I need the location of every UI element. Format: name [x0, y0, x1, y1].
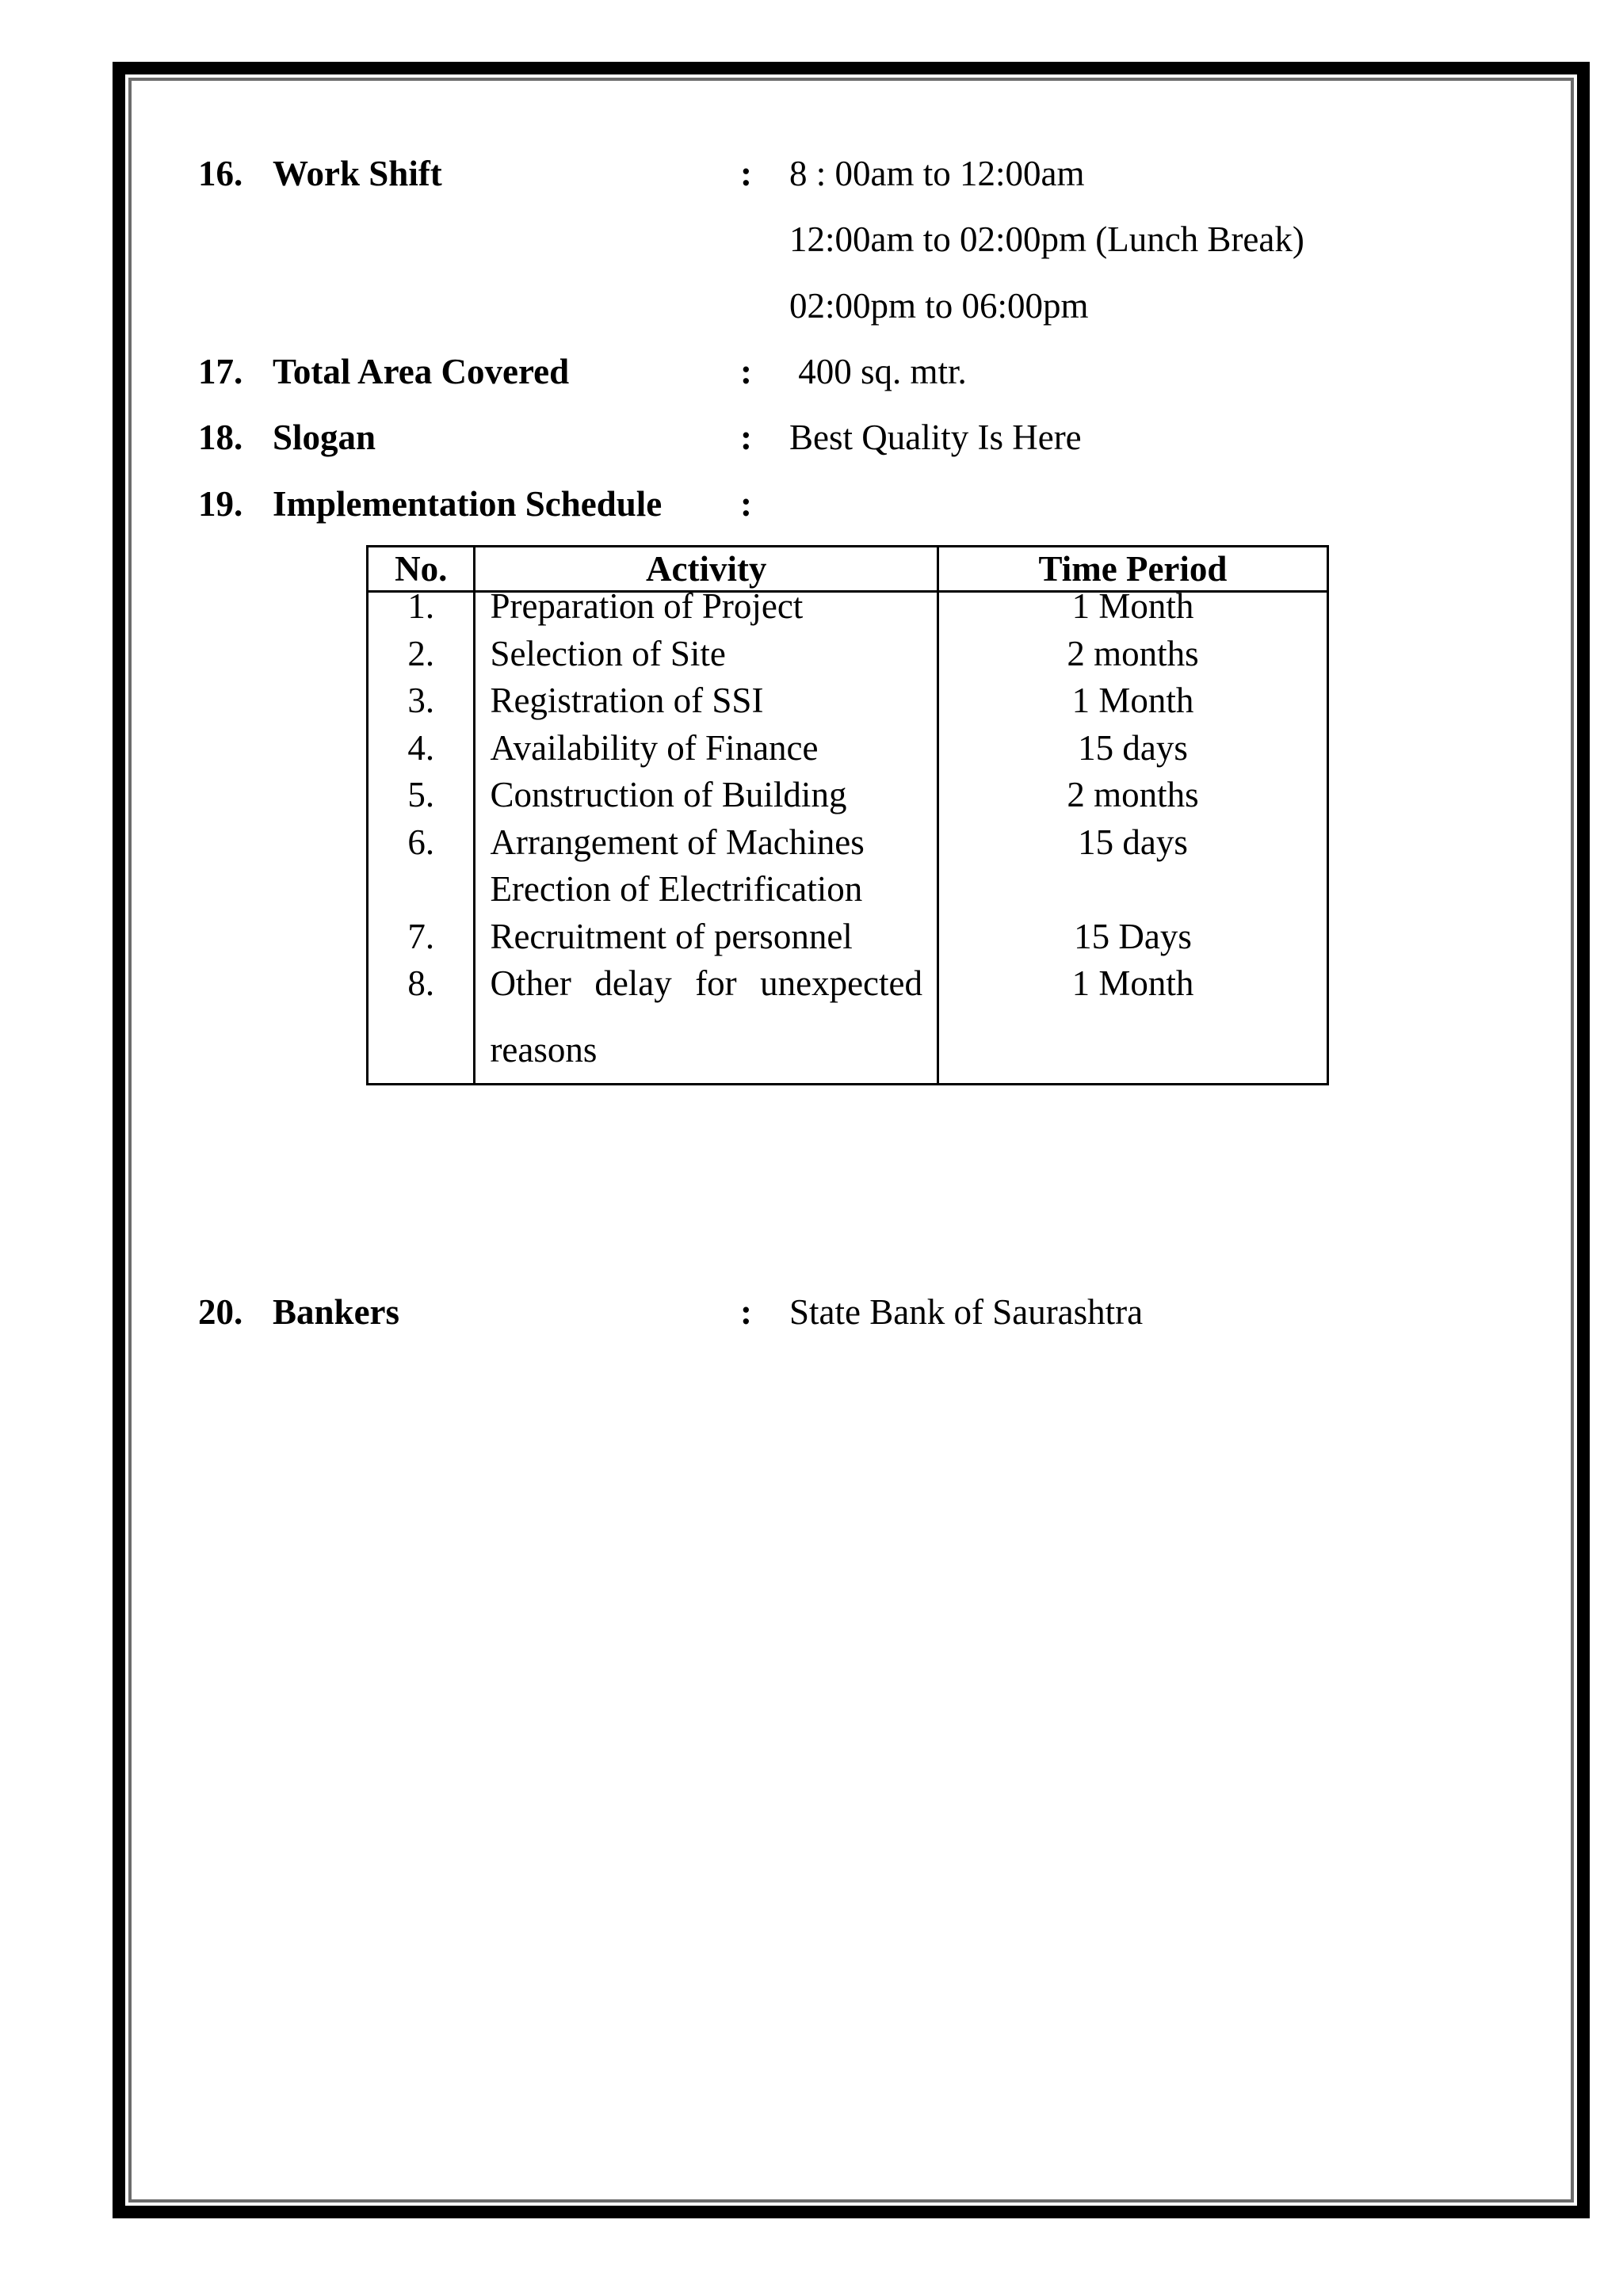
row-activity: Recruitment of personnel: [490, 916, 853, 956]
page-inner-border: [128, 78, 1574, 2203]
row-time-period: 15 days: [1078, 822, 1188, 862]
row-activity: Availability of Finance: [490, 727, 819, 768]
header-no: No.: [368, 547, 475, 592]
item-label: Slogan: [273, 418, 376, 457]
item-label: Total Area Covered: [273, 352, 570, 391]
row-number: 3.: [407, 681, 435, 720]
header-time-period: Time Period: [938, 547, 1328, 592]
item-value: State Bank of Saurashtra: [789, 1292, 1144, 1332]
implementation-schedule-table: [366, 545, 1329, 1085]
row-activity: Registration of SSI: [490, 681, 764, 720]
item-value: 12:00am to 02:00pm (Lunch Break): [789, 219, 1304, 259]
row-number: 6.: [407, 822, 435, 862]
table-row: [368, 970, 1328, 1085]
row-activity: Preparation of Project: [490, 586, 804, 626]
row-number: 1.: [407, 586, 435, 626]
row-number: 2.: [407, 633, 435, 673]
row-time-period: 1 Month: [1071, 681, 1194, 720]
row-time-period: 2 months: [1067, 633, 1199, 673]
item-colon: :: [740, 352, 752, 391]
row-number: 8.: [407, 963, 435, 1003]
item-colon: :: [740, 1292, 752, 1332]
row-time-period: 1 Month: [1071, 586, 1194, 626]
row-time-period: 2 months: [1067, 775, 1199, 814]
row-time-period: 15 Days: [1074, 916, 1192, 956]
item-label: Work Shift: [273, 154, 442, 193]
row-activity: Other delay for unexpected reasons: [490, 963, 922, 1070]
row-number: 5.: [407, 775, 435, 814]
item-value: 400 sq. mtr.: [789, 352, 967, 391]
item-colon: :: [740, 484, 752, 524]
row-number: 7.: [407, 916, 435, 956]
row-activity: Construction of Building: [490, 775, 847, 814]
item-number: 18.: [198, 418, 243, 457]
item-colon: :: [740, 154, 752, 193]
item-value: 8 : 00am to 12:00am: [789, 154, 1085, 193]
item-colon: :: [740, 418, 752, 457]
row-activity: Arrangement of Machines: [490, 822, 865, 862]
item-value: 02:00pm to 06:00pm: [789, 286, 1089, 326]
row-number: 4.: [407, 727, 435, 768]
item-number: 16.: [198, 154, 243, 193]
row-time-period: 15 days: [1078, 727, 1188, 768]
item-label: Bankers: [273, 1292, 400, 1332]
item-number: 17.: [198, 352, 243, 391]
item-number: 19.: [198, 484, 243, 524]
item-number: 20.: [198, 1292, 243, 1332]
item-label: Implementation Schedule: [273, 484, 663, 524]
row-time-period: 1 Month: [1071, 963, 1194, 1003]
row-activity: Erection of Electrification: [490, 869, 863, 909]
header-activity: Activity: [475, 547, 938, 592]
item-value: Best Quality Is Here: [789, 418, 1082, 457]
row-activity: Selection of Site: [490, 633, 726, 673]
